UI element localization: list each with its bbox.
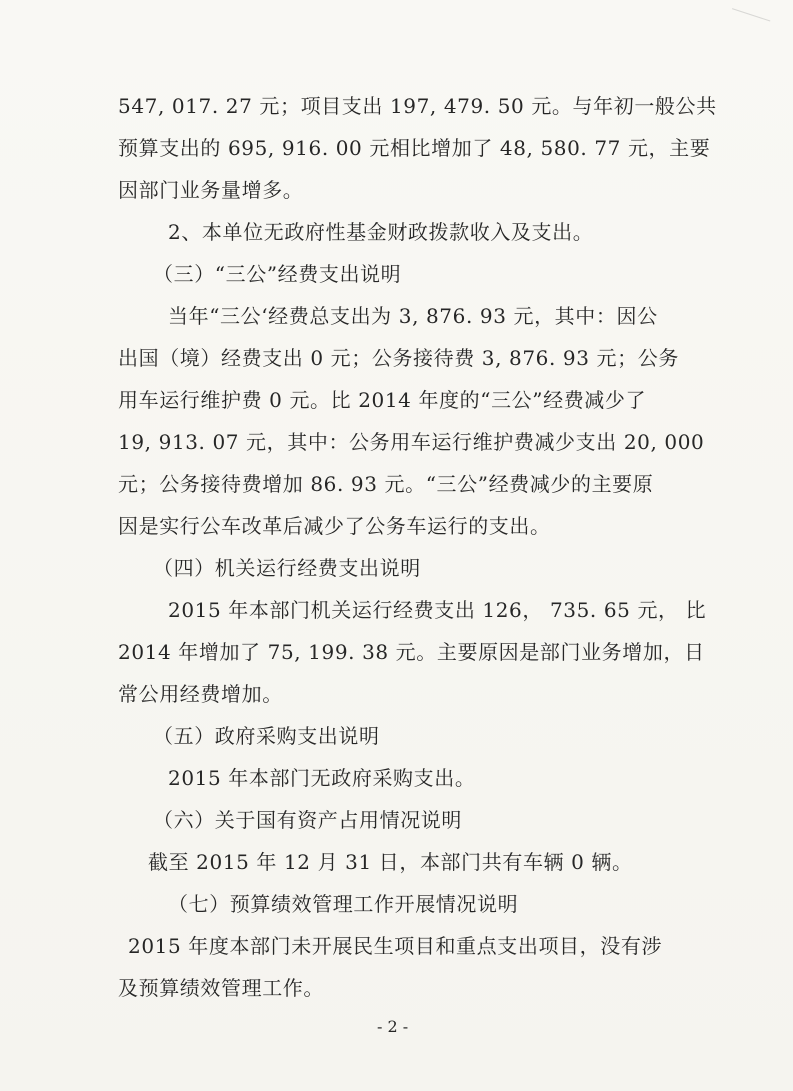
section-heading-5: （五）政府采购支出说明 (153, 724, 380, 748)
text-line-11: 因是实行公车改革后减少了公务车运行的支出。 (118, 514, 551, 538)
text-line-15: 常公用经费增加。 (118, 682, 283, 706)
text-line-21: 2015 年度本部门未开展民生项目和重点支出项目，没有涉 (128, 934, 663, 958)
section-heading-3: （三）“三公”经费支出说明 (153, 262, 402, 286)
text-line-14: 2014 年增加了 75, 199. 38 元。主要原因是部门业务增加，日 (118, 640, 705, 664)
scan-mark (728, 8, 771, 35)
page-number: - 2 - (377, 1017, 409, 1036)
text-line-9: 19, 913. 07 元，其中：公务用车运行维护费减少支出 20, 000 (118, 430, 705, 454)
text-line-1: 547, 017. 27 元；项目支出 197, 479. 50 元。与年初一般公共 (118, 94, 717, 118)
text-line-6: 当年“三公‘经费总支出为 3, 876. 93 元，其中：因公 (168, 304, 658, 328)
text-line-10: 元；公务接待费增加 86. 93 元。“三公”经费减少的主要原 (118, 472, 654, 496)
text-line-19: 截至 2015 年 12 月 31 日，本部门共有车辆 0 辆。 (148, 850, 633, 874)
section-heading-4: （四）机关运行经费支出说明 (153, 556, 421, 580)
section-heading-7: （七）预算绩效管理工作开展情况说明 (168, 892, 519, 916)
text-line-8: 用车运行维护费 0 元。比 2014 年度的“三公”经费减少了 (118, 388, 647, 412)
text-line-22: 及预算绩效管理工作。 (118, 976, 324, 1000)
text-line-17: 2015 年本部门无政府采购支出。 (168, 766, 476, 790)
text-line-13: 2015 年本部门机关运行经费支出 126， 735. 65 元， 比 (168, 598, 707, 622)
text-line-7: 出国（境）经费支出 0 元；公务接待费 3, 876. 93 元；公务 (118, 346, 679, 370)
text-line-4: 2、本单位无政府性基金财政拨款收入及支出。 (168, 220, 594, 244)
text-line-2: 预算支出的 695, 916. 00 元相比增加了 48, 580. 77 元，主要 (118, 136, 711, 160)
section-heading-6: （六）关于国有资产占用情况说明 (153, 808, 462, 832)
text-line-3: 因部门业务量增多。 (118, 178, 304, 202)
